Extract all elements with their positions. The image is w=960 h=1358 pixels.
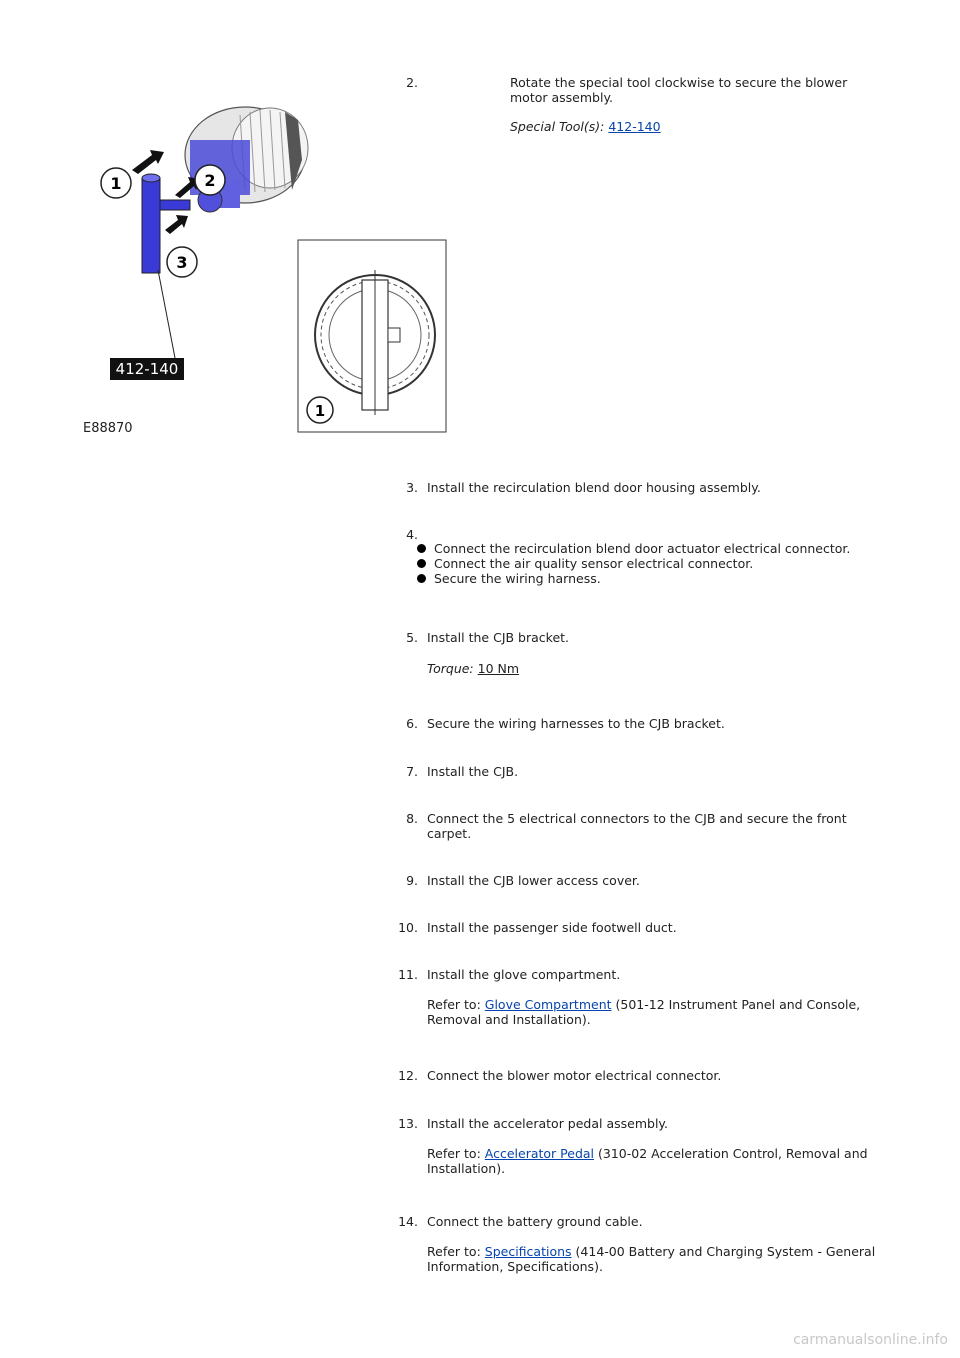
step-number: 13. [398,1116,418,1131]
step-number: 2. [406,75,418,90]
step-number: 12. [398,1068,418,1083]
specifications-link[interactable]: Specifications [484,1244,572,1259]
glove-compartment-link[interactable]: Glove Compartment [484,997,612,1012]
image-id: E88870 [83,421,133,436]
list-item: Connect the recirculation blend door actuator electrical connector. [386,541,886,556]
bullet-list [386,541,886,586]
blower-motor-illustration [80,100,450,440]
step-text: Install the accelerator pedal assembly. [427,1116,669,1131]
step-number: 3. [406,480,418,495]
svg-text:1: 1 [110,174,122,193]
step-text: Install the glove compartment. [427,967,621,982]
step-number: 4. [406,527,418,542]
reference-detail: (501-12 Instrument Panel and Console, Removal and Installation). [427,997,861,1027]
step-number: 5. [406,630,418,645]
step-text: Install the CJB lower access cover. [427,873,640,888]
step-number: 14. [398,1214,418,1229]
blower-motor-icon [185,107,308,212]
special-tool-label: Special Tool(s): [510,119,605,134]
tool-label [110,358,184,380]
refer-to-label: Refer to: [427,997,481,1012]
step-number: 8. [406,811,418,826]
step-number: 11. [398,967,418,982]
procedure-figure [80,100,450,440]
torque-value: 10 Nm [477,661,520,676]
watermark: carmanualsonline.info [793,1332,948,1348]
step-number: 9. [406,873,418,888]
step-text: Install the CJB bracket. [427,630,570,645]
svg-text:3: 3 [176,253,188,272]
step-number: 10. [398,920,418,935]
callout-3 [167,247,197,277]
special-tool-link[interactable]: 412-140 [608,119,661,134]
svg-text:412-140: 412-140 [115,360,179,378]
step-text: Connect the 5 electrical connectors to the CJB and secure the front carpet. [427,811,847,841]
step-text: Secure the wiring harnesses to the CJB bracket. [427,716,725,731]
refer-to-label: Refer to: [427,1244,481,1259]
step-number: 7. [406,764,418,779]
accelerator-pedal-link[interactable]: Accelerator Pedal [484,1146,595,1161]
torque-label: Torque: [427,661,474,676]
step-text: Install the CJB. [427,764,519,779]
list-item: Connect the air quality sensor electrical connector. [386,556,886,571]
step-text: Connect the battery ground cable. [427,1214,643,1229]
step-text: Install the recirculation blend door housing assembly. [427,480,761,495]
reference-detail: (414-00 Battery and Charging System - General Information, Specifications). [427,1244,876,1274]
refer-to-label: Refer to: [427,1146,481,1161]
inset-detail [298,240,446,432]
step-text: Rotate the special tool clockwise to secure the blower motor assembly. [510,75,848,105]
list-item: Secure the wiring harness. [386,571,886,586]
reference-detail: (310-02 Acceleration Control, Removal and Installation). [427,1146,868,1176]
step-text: Connect the blower motor electrical connector. [427,1068,722,1083]
callout-2 [195,165,225,195]
callout-1 [101,168,131,198]
step-text: Install the passenger side footwell duct. [427,920,677,935]
svg-text:2: 2 [204,171,216,190]
step-number: 6. [406,716,418,731]
svg-text:1: 1 [314,402,326,420]
